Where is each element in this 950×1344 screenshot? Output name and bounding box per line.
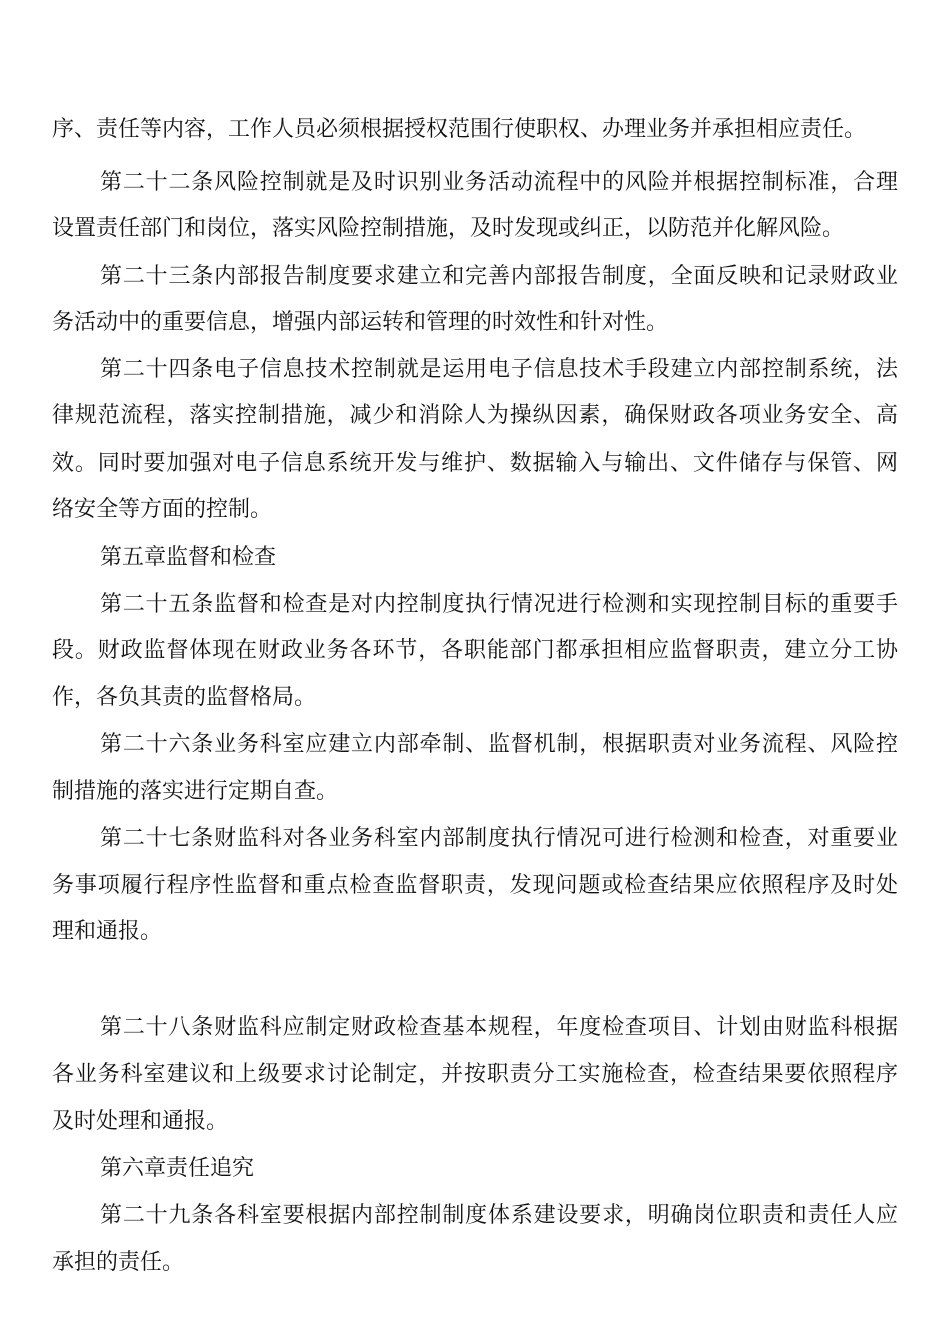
- paragraph-line: 承担的责任。: [52, 1250, 185, 1275]
- paragraph-line: 务活动中的重要信息，增强内部运转和管理的时效性和针对性。: [52, 310, 669, 335]
- paragraph-line: 段。财政监督体现在财政业务各环节，各职能部门都承担相应监督职责，建立分工协: [52, 638, 898, 663]
- chapter-5-heading: 第五章监督和检查: [100, 545, 277, 570]
- article-26-line: 第二十六条业务科室应建立内部牵制、监督机制，根据职责对业务流程、风险控: [100, 732, 898, 757]
- article-29-line: 第二十九条各科室要根据内部控制制度体系建设要求，明确岗位职责和责任人应: [100, 1203, 898, 1228]
- paragraph-line: 务事项履行程序性监督和重点检查监督职责，发现问题或检查结果应依照程序及时处: [52, 873, 898, 898]
- paragraph-line: 序、责任等内容，工作人员必须根据授权范围行使职权、办理业务并承担相应责任。: [52, 117, 867, 142]
- paragraph-line: 律规范流程，落实控制措施，减少和消除人为操纵因素，确保财政各项业务安全、高: [52, 403, 898, 428]
- paragraph-line: 制措施的落实进行定期自查。: [52, 779, 339, 804]
- paragraph-line: 作，各负其责的监督格局。: [52, 685, 317, 710]
- chapter-6-heading: 第六章责任追究: [100, 1156, 255, 1181]
- article-25-line: 第二十五条监督和检查是对内控制度执行情况进行检测和实现控制目标的重要手: [100, 592, 898, 617]
- paragraph-line: 及时处理和通报。: [52, 1109, 229, 1134]
- paragraph-line: 设置责任部门和岗位，落实风险控制措施，及时发现或纠正，以防范并化解风险。: [52, 216, 845, 241]
- article-22-line: 第二十二条风险控制就是及时识别业务活动流程中的风险并根据控制标准，合理: [100, 170, 898, 195]
- paragraph-line: 理和通报。: [52, 919, 163, 944]
- paragraph-line: 各业务科室建议和上级要求讨论制定，并按职责分工实施检查，检查结果要依照程序: [52, 1062, 898, 1087]
- article-23-line: 第二十三条内部报告制度要求建立和完善内部报告制度，全面反映和记录财政业: [100, 264, 898, 289]
- paragraph-line: 络安全等方面的控制。: [52, 497, 273, 522]
- paragraph-line: 效。同时要加强对电子信息系统开发与维护、数据输入与输出、文件储存与保管、网: [52, 451, 898, 476]
- article-24-line: 第二十四条电子信息技术控制就是运用电子信息技术手段建立内部控制系统，法: [100, 357, 898, 382]
- article-28-line: 第二十八条财监科应制定财政检查基本规程，年度检查项目、计划由财监科根据: [100, 1015, 898, 1040]
- article-27-line: 第二十七条财监科对各业务科室内部制度执行情况可进行检测和检查，对重要业: [100, 826, 898, 851]
